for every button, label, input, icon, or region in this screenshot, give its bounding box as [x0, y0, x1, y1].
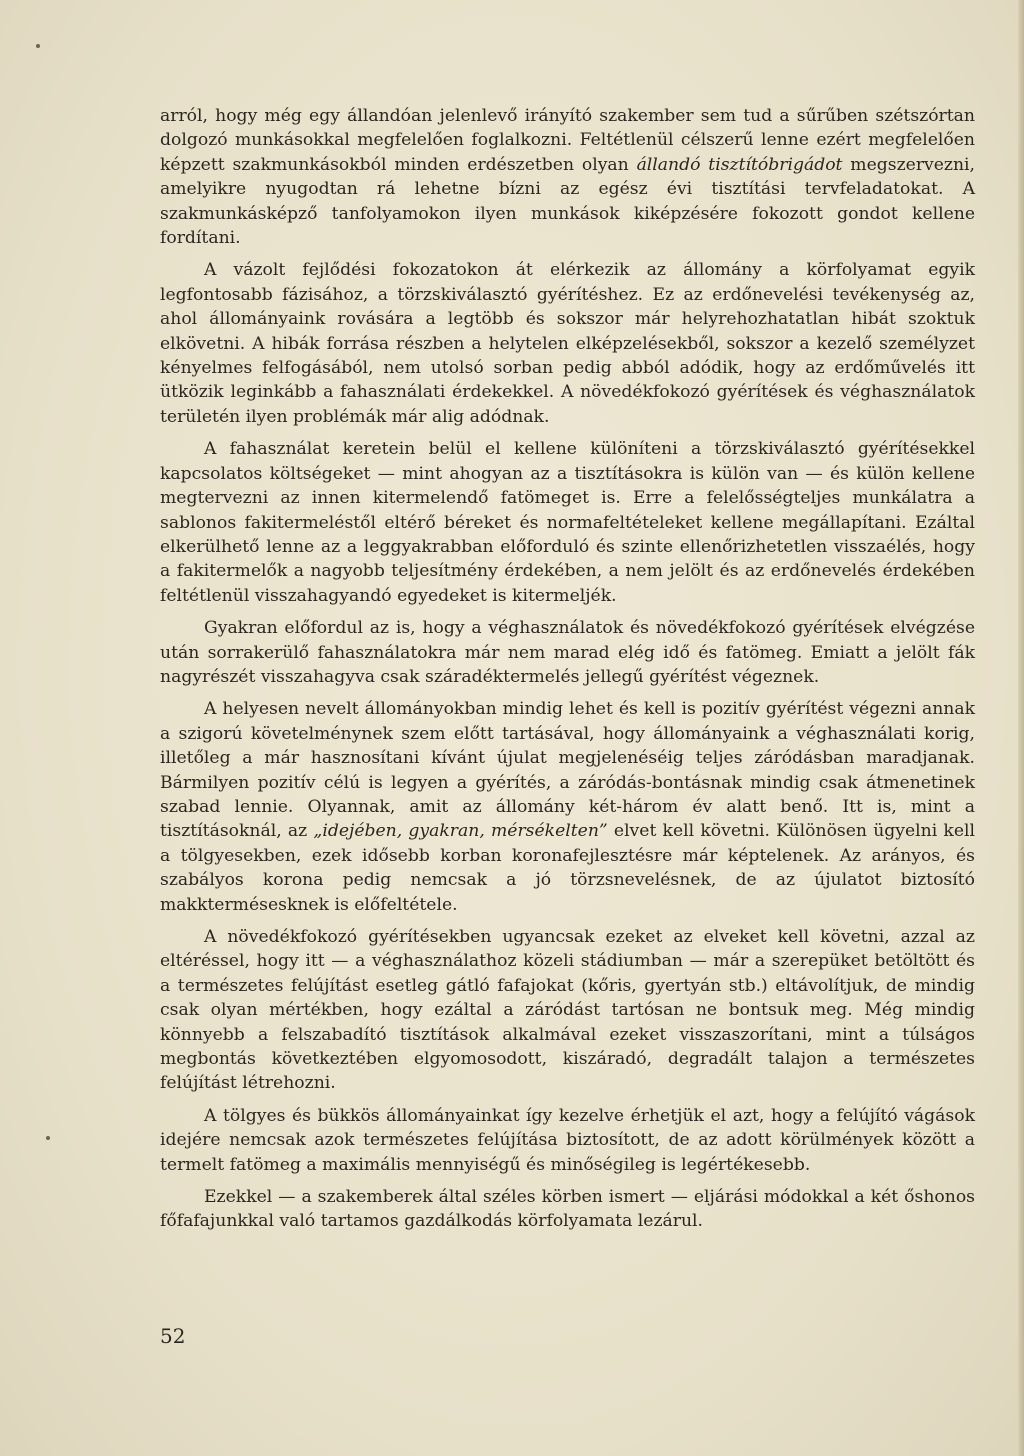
paragraph: [160, 258, 975, 429]
paragraph: [160, 1104, 975, 1177]
text-run: Gyakran előfordul az is, hogy a véghasználatok és növedékfokozó gyérítések elvégzése után sorrakerülő fahasználatokra már nem marad elég idő és fatömeg. Emiatt a jelölt fák nagyrészét visszahagyva csak száradéktermelés jellegű gyérítést végeznek.: [160, 618, 975, 687]
text-run: A helyesen nevelt állományokban mindig lehet és kell is pozitív gyérítést végezni annak a szigorú követelménynek szem előtt tartásával, hogy állományaink a véghasználati korig, illetőleg a már hasznosítani kívánt újulat megjelenéséig teljes záródásban maradjanak. Bármilyen pozitív célú is legyen a gyérítés, a záródás-bontásnak mindig csak átmenetinek szabad lennie. Olyannak, amit az állomány két-három év alatt benő. Itt is, mint a tisztításoknál, az: [160, 699, 975, 842]
text-run: A növedékfokozó gyérítésekben ugyancsak ezeket az elveket kell követni, azzal az eltéréssel, hogy itt — a véghasználathoz közeli stádiumban — már a szerepüket betöltött és a természetes felújítást esetleg gátló fafajokat (kőris, gyertyán stb.) eltávolítjuk, de mindig csak olyan mértékben, hogy ezáltal a záródást tartósan ne bontsuk meg. Még mindig könnyebb a felszabadító tisztítások alkalmával ezeket visszaszorítani, mint a túlságos megbontás következtében elgyomosodott, kiszáradó, degradált talajon a természetes felújítást létrehozni.: [160, 927, 975, 1094]
paragraph: [160, 104, 975, 250]
paper-speck: [36, 44, 40, 48]
page-edge-shadow: [1018, 0, 1024, 1456]
paper-speck: [46, 1136, 50, 1140]
paragraph: [160, 1185, 975, 1234]
paragraph: [160, 616, 975, 689]
text-run: elvet kell követni. Különösen ügyelni kell a tölgyesekben, ezek idősebb korban koronafejlesztésre már képtelenek. Az arányos, és szabályos korona pedig nemcsak a jó törzsnevelésnek, de az újulatot biztosító makktermésesknek is előfeltétele.: [160, 821, 975, 915]
body-text: [160, 104, 975, 1234]
paragraph: [160, 697, 975, 917]
paragraph: [160, 437, 975, 608]
page-number: 52: [160, 1324, 186, 1348]
text-run: A tölgyes és bükkös állományainkat így kezelve érhetjük el azt, hogy a felújító vágások idejére nemcsak azok természetes felújítása biztosított, de az adott körülmények között a termelt fatömeg a maximális mennyiségű és minőségileg is legértékesebb.: [160, 1105, 975, 1175]
text-run: A fahasználat keretein belül el kellene különíteni a törzskiválasztó gyérítésekkel kapcsolatos költségeket — mint ahogyan az a tisztításokra is külön van — és külön kellene megtervezni az innen kitermelendő fatömeget is. Erre a felelősségteljes munkálatra a sablonos fakitermeléstől eltérő béreket és normafeltételeket kellene megállapítani. Ezáltal elkerülhető lenne az a leggyakrabban előforduló és szinte ellenőrizhetetlen visszaélés, hogy a fakitermelők a nagyobb teljesítmény érdekében, a nem jelölt és az erdőnevelés érdekében feltétlenül visszahagyandó egyedeket is kitermeljék.: [160, 439, 975, 606]
italic-text: „idejében, gyakran, mérsékelten”: [313, 821, 608, 842]
text-run: Ezekkel — a szakemberek által széles körben ismert — eljárási módokkal a két őshonos főfafajunkkal való tartamos gazdálkodás körfolyamata lezárul.: [160, 1187, 975, 1232]
paragraph: [160, 925, 975, 1096]
text-run: A vázolt fejlődési fokozatokon át elérkezik az állomány a körfolyamat egyik legfontosabb fázisához, a törzskiválasztó gyérítéshez. Ez az erdőnevelési tevékenység az, ahol állományaink rovására a legtöbb és sokszor már helyrehozhatatlan hibát szoktuk elkövetni. A hibák forrása részben a helytelen elképzelésekből, sokszor a kezelő személyzet kényelmes felfogásából, nem utolsó sorban pedig abból adódik, hogy az erdőművelés itt ütközik leginkább a fahasználati érdekekkel. A növedékfokozó gyérítések és véghasználatok területén ilyen problémák már alig adódnak.: [160, 260, 975, 427]
italic-text: állandó tisztítóbrigádot: [636, 154, 843, 175]
text-run: megszervezni, amelyikre nyugodtan rá lehetne bízni az egész évi tisztítási tervfeladatokat. A szakmunkásképző tanfolyamokon ilyen munkások kiképzésére fokozott gondot kellene fordítani.: [160, 154, 975, 249]
text-run: arról, hogy még egy állandóan jelenlevő irányító szakember sem tud a sűrűben szétszórtan dolgozó munkásokkal megfelelően foglalkozni. Feltétlenül célszerű lenne ezért megfelelően képzett szakmunkásokból minden erdészetben olyan: [160, 106, 975, 175]
